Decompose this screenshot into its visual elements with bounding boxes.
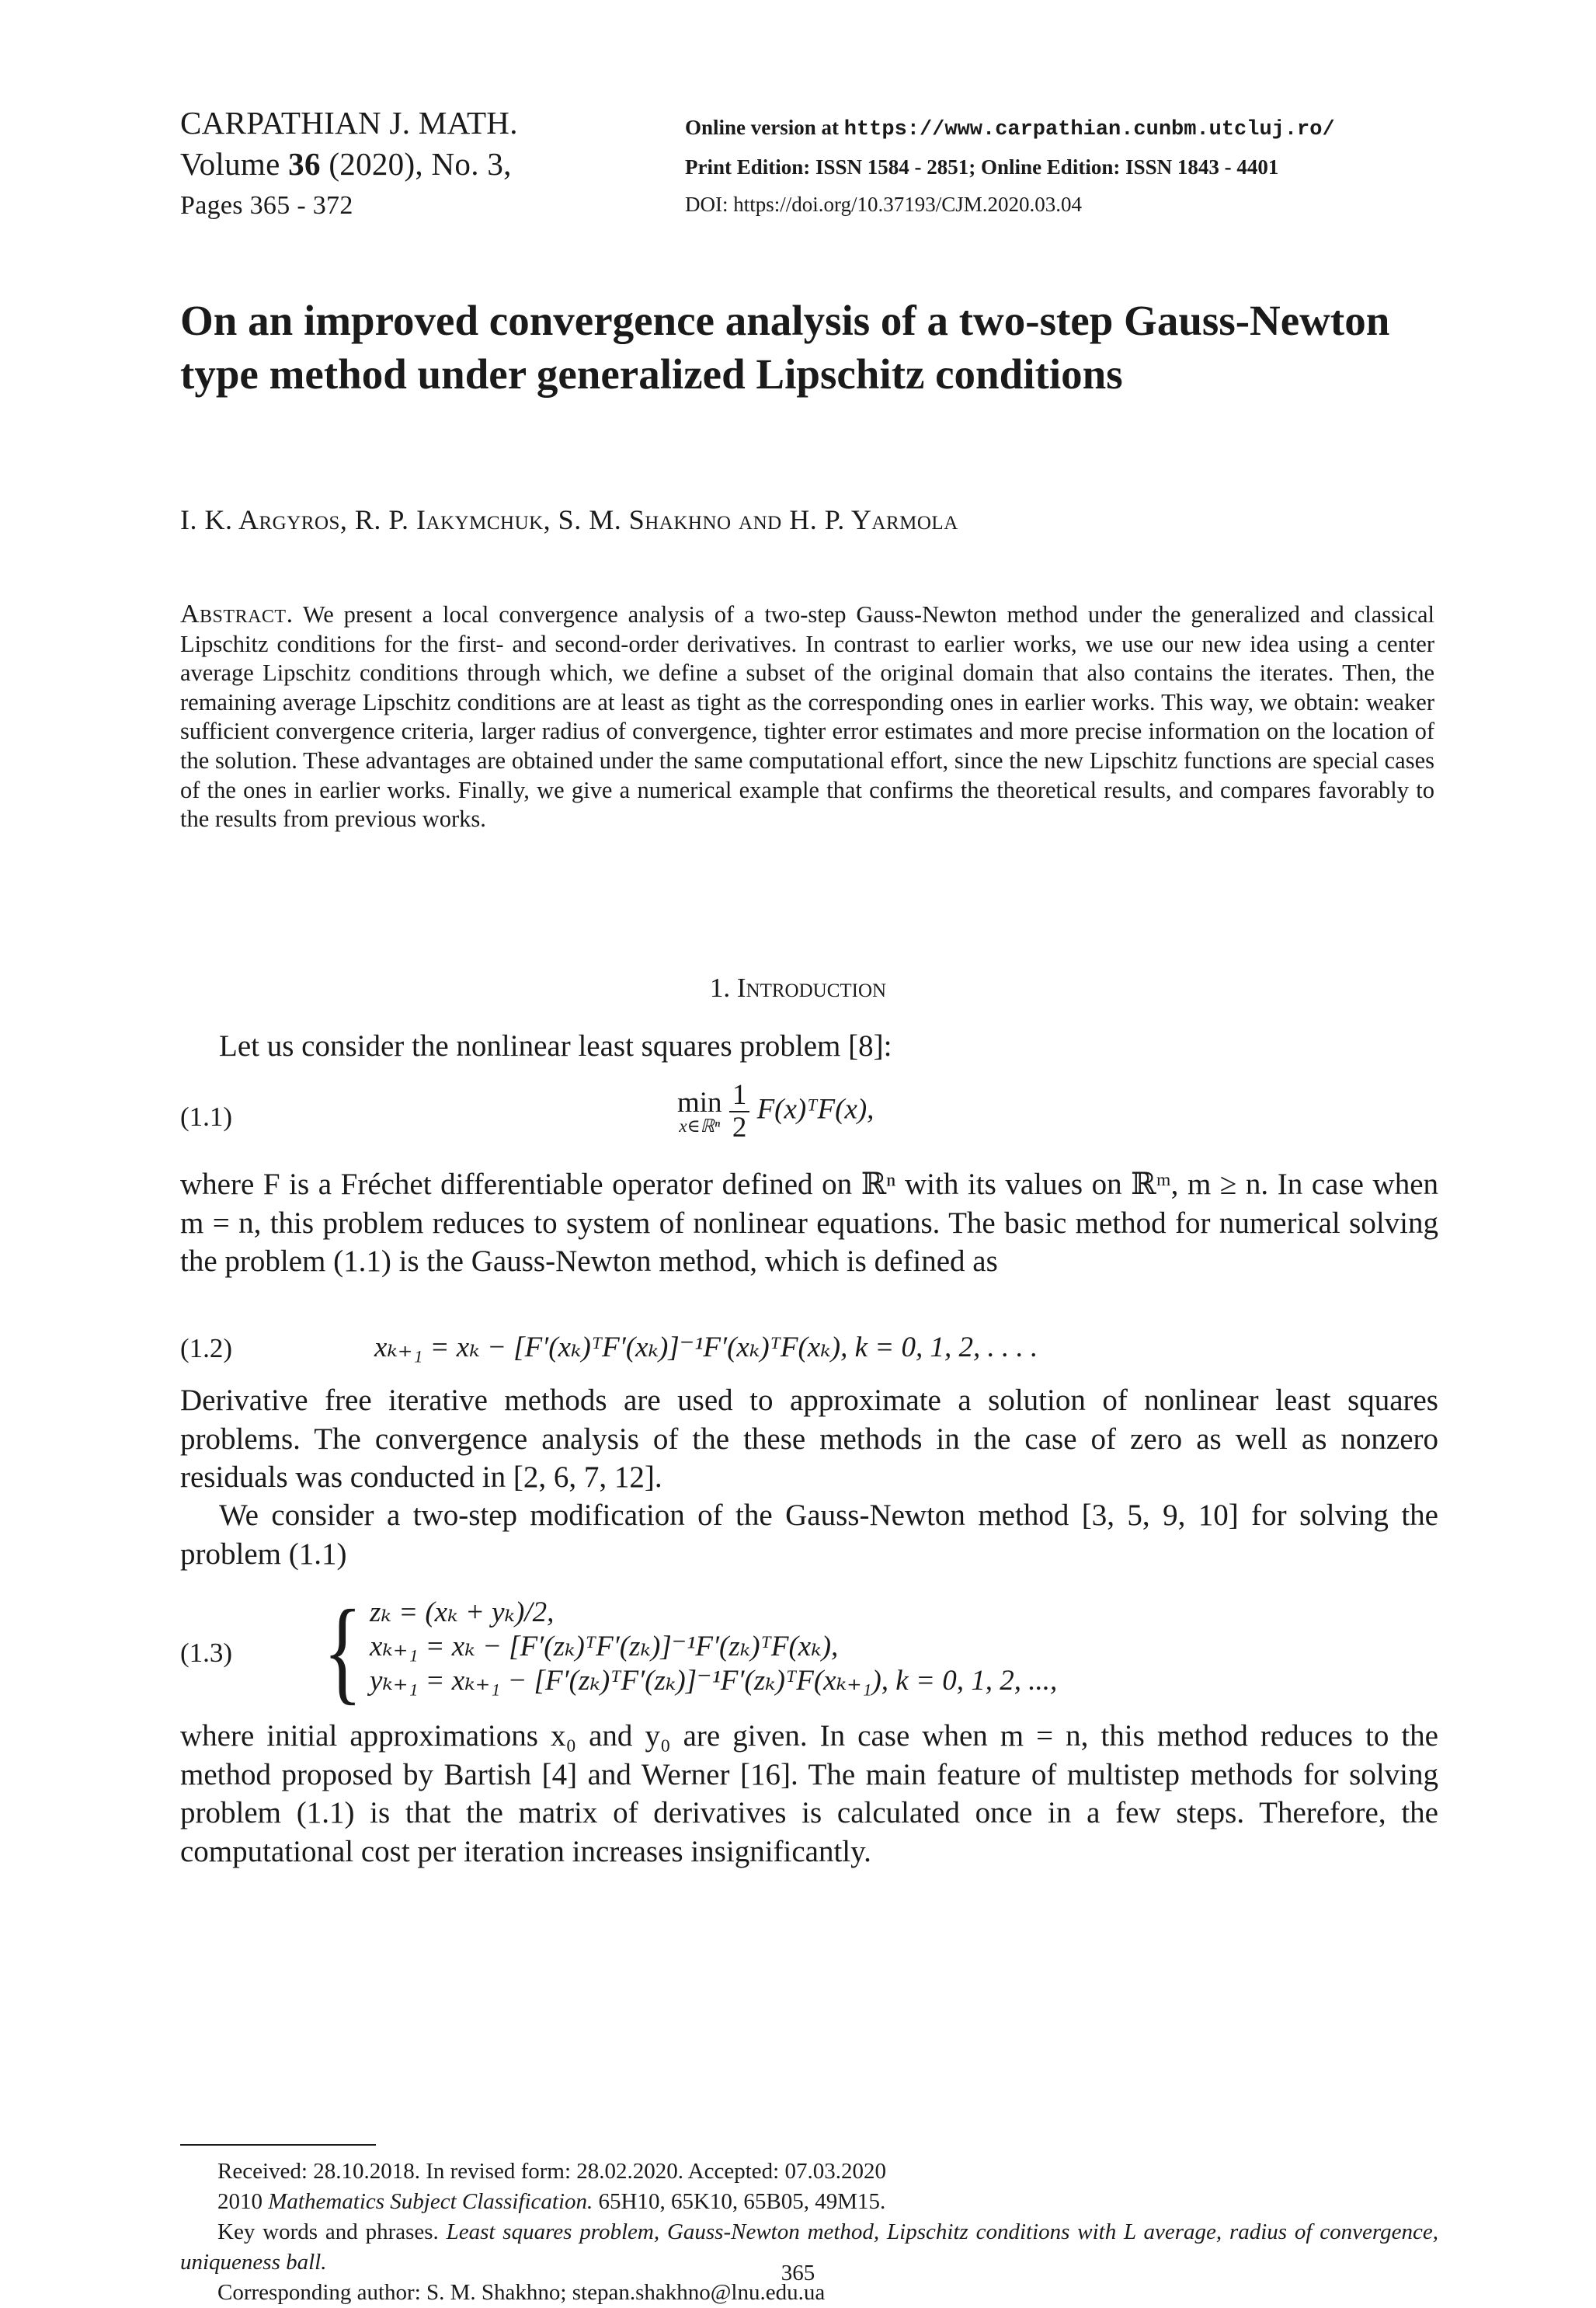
- paragraph-intro: Let us consider the nonlinear least squares problem [8]:: [219, 1029, 892, 1063]
- online-url[interactable]: https://www.carpathian.cunbm.utcluj.ro/: [843, 118, 1335, 141]
- paragraph-derivative-free: Derivative free iterative methods are used to approximate a solution of nonlinear least squares problems. The convergence analysis of the these methods in the case of zero as well as nonzero residuals was conducted in [2, 6, 7, 12].: [180, 1384, 1438, 1494]
- equation-number: (1.2): [180, 1333, 233, 1363]
- equation-1-2: xₖ₊₁ = xₖ − [F′(xₖ)ᵀF′(xₖ)]⁻¹F′(xₖ)ᵀF(xₖ), k = 0, 1, 2, . . . .: [374, 1332, 1038, 1363]
- paragraph-bartish: where initial approximations x₀ and y₀ are given. In case when m = n, this method reduces to the method proposed by Bartish [4] and Werner [16]. The main feature of multistep methods for solving problem (1.1) is that the matrix of derivatives is calculated once in a few steps. Therefore, the computational cost per iteration increases insignificantly.: [180, 1719, 1438, 1868]
- paragraph-problem: where F is a Fréchet differentiable operator defined on ℝⁿ with its values on ℝᵐ, m ≥ n. In case when m = n, this problem reduces to system of nonlinear equations. The basic method for numerical solving the problem (1.1) is the Gauss-Newton method, which is defined as: [180, 1168, 1438, 1278]
- msc-classification: 2010 Mathematics Subject Classification. 65H10, 65K10, 65B05, 49M15.: [217, 2189, 886, 2214]
- equation-line-z: zₖ = (xₖ + yₖ)/2,: [370, 1596, 555, 1628]
- min-subscript: x∈ℝⁿ: [679, 1116, 721, 1136]
- equation-1-1: [677, 1080, 874, 1144]
- equation-number: (1.3): [180, 1638, 233, 1668]
- print-edition: Print Edition: ISSN 1584 - 2851; Online Edition: ISSN 1843 - 4401: [685, 155, 1279, 179]
- abstract-text: We present a local convergence analysis of a two-step Gauss-Newton method under the generalized and classical Lipschitz conditions for the first- and second-order derivatives. In contrast to earlier works, we use our new idea using a center average Lipschitz conditions through which, we define a subset of the original domain that also contains the iterates. Then, the remaining average Lipschitz conditions are at least as tight as the corresponding ones in earlier works. This way, we obtain: weaker sufficient convergence criteria, larger radius of convergence, tighter error estimates and more precise information on the location of the solution. These advantages are obtained under the same computational effort, since the new Lipschitz functions are special cases of the ones in earlier works. Finally, we give a numerical example that confirms the theoretical results, and compares favorably to the results from previous works.: [180, 601, 1434, 833]
- page-range: Pages 365 - 372: [180, 191, 353, 220]
- corresponding-author: Corresponding author: S. M. Shakhno; stepan.shakhno@lnu.edu.ua: [217, 2280, 826, 2305]
- equation-line-y: yₖ₊₁ = xₖ₊₁ − [F′(zₖ)ᵀF′(zₖ)]⁻¹F′(zₖ)ᵀF(xₖ₊₁), k = 0, 1, 2, ...,: [370, 1665, 1058, 1697]
- publication-info: [685, 109, 1335, 223]
- footnote-rule: [180, 2144, 376, 2146]
- equation-number: (1.1): [180, 1102, 233, 1132]
- online-version: Online version at https://www.carpathian.cunbm.utcluj.ro/: [685, 116, 1335, 141]
- fraction-denominator: 2: [732, 1112, 747, 1144]
- section-heading: 1. Introduction: [709, 973, 887, 1003]
- received-dates: Received: 28.10.2018. In revised form: 28.02.2020. Accepted: 07.03.2020: [217, 2159, 886, 2184]
- fraction-numerator: 1: [729, 1080, 750, 1112]
- authors: I. K. Argyros, R. P. Iakymchuk, S. M. Shakhno and H. P. Yarmola: [180, 504, 958, 535]
- journal-name: CARPATHIAN J. MATH.: [180, 105, 518, 141]
- doi[interactable]: DOI: https://doi.org/10.37193/CJM.2020.03.04: [685, 193, 1083, 216]
- paragraph-two-step: We consider a two-step modification of the Gauss-Newton method [3, 5, 9, 10] for solving the problem (1.1): [180, 1499, 1438, 1571]
- keywords: Key words and phrases. Least squares problem, Gauss-Newton method, Lipschitz conditions with L average, radius of convergence, uniqueness ball.: [180, 2219, 1438, 2275]
- min-operator: min: [677, 1087, 722, 1119]
- journal-header: [180, 103, 518, 226]
- equation-1-3: [370, 1596, 1057, 1698]
- page-number: 365: [781, 2261, 815, 2285]
- equation-rhs: F(x)ᵀF(x),: [756, 1093, 874, 1126]
- volume-info: Volume 36 (2020), No. 3,: [180, 146, 512, 182]
- left-brace: {: [323, 1586, 363, 1715]
- abstract: [180, 600, 1434, 834]
- abstract-label: Abstract.: [180, 600, 294, 628]
- equation-line-x: xₖ₊₁ = xₖ − [F′(zₖ)ᵀF′(zₖ)]⁻¹F′(zₖ)ᵀF(xₖ),: [370, 1631, 839, 1662]
- paper-title: On an improved convergence analysis of a two-step Gauss-Newton type method under generalized Lipschitz conditions: [180, 297, 1390, 398]
